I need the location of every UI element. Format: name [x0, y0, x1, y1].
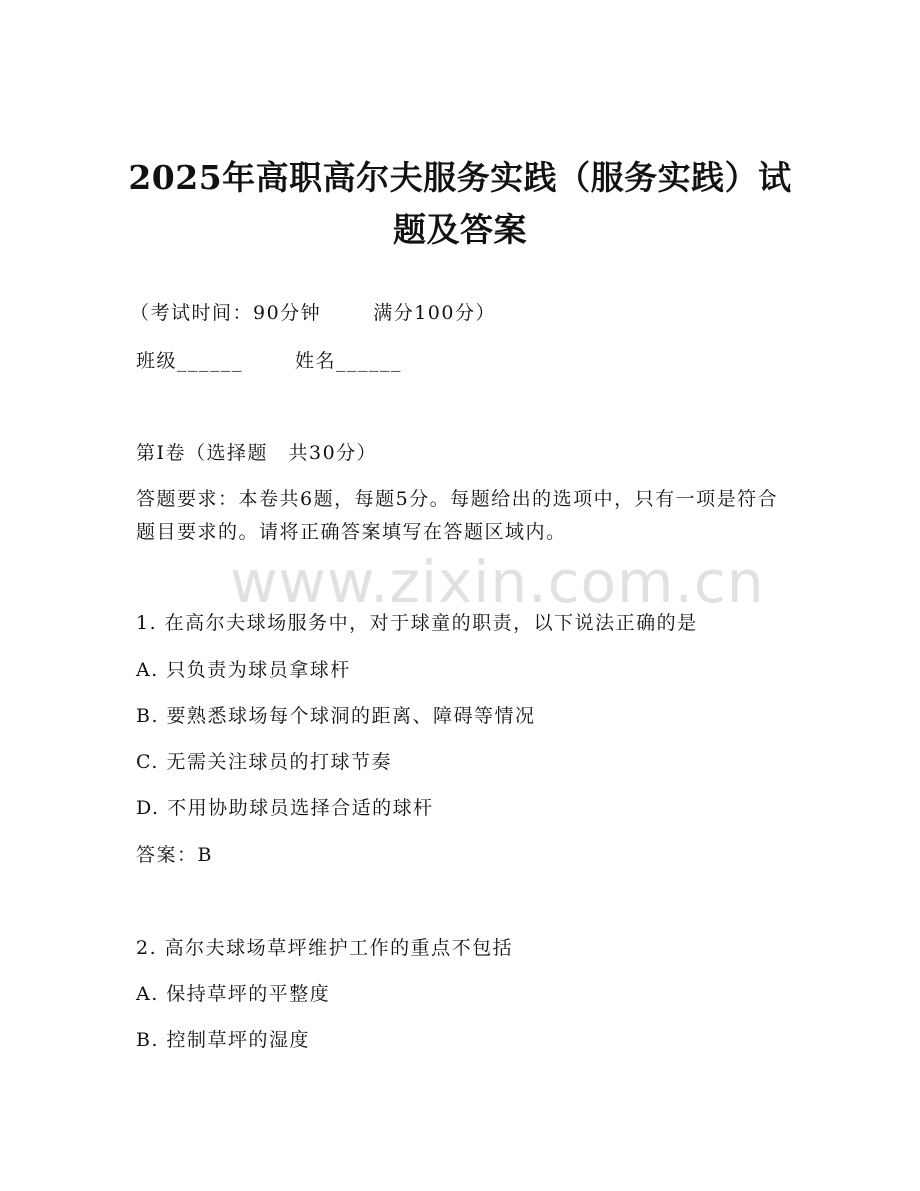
exam-time: （考试时间：90分钟 — [130, 302, 322, 324]
watermark: www.zixin.com.cn — [230, 548, 765, 616]
section-title: 第Ⅰ卷（选择题 共30分） — [136, 442, 378, 464]
class-field: 班级______ — [136, 350, 244, 372]
question-2-option-b: B. 控制草坪的湿度 — [136, 1029, 311, 1051]
question-2-stem: 2. 高尔夫球场草坪维护工作的重点不包括 — [136, 937, 514, 959]
document-title — [110, 152, 810, 256]
question-1-option-b: B. 要熟悉球场每个球洞的距离、障碍等情况 — [136, 705, 536, 727]
title-line-1: 2025年高职高尔夫服务实践（服务实践）试 — [128, 158, 792, 197]
question-1-answer: 答案：B — [136, 844, 213, 866]
instructions: 答题要求：本卷共6题，每题5分。每题给出的选项中，只有一项是符合题目要求的。请将正确答案填写在答题区域内。 — [136, 488, 779, 543]
full-score: 满分100分） — [373, 302, 496, 324]
title-line-2: 题及答案 — [393, 210, 527, 249]
question-2-option-a: A. 保持草坪的平整度 — [136, 983, 331, 1005]
question-1-stem: 1. 在高尔夫球场服务中，对于球童的职责，以下说法正确的是 — [136, 612, 698, 634]
question-1-option-c: C. 无需关注球员的打球节奏 — [136, 751, 392, 773]
question-1-option-d: D. 不用协助球员选择合适的球杆 — [136, 797, 434, 819]
student-info — [136, 346, 402, 376]
question-1-option-a: A. 只负责为球员拿球杆 — [136, 659, 351, 681]
exam-info — [130, 298, 496, 328]
name-field: 姓名______ — [295, 350, 403, 372]
